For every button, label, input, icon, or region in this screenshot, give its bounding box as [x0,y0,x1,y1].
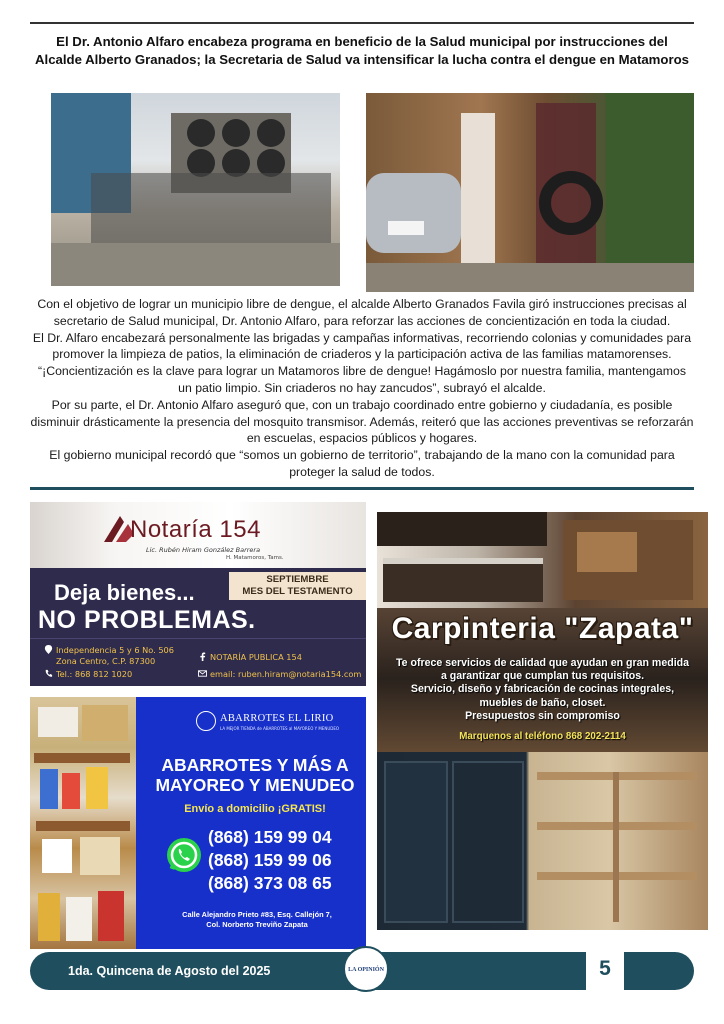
grocery-shelves-scene [30,697,136,949]
page-number: 5 [599,957,611,980]
abarrotes-address-line-1: Calle Alejandro Prieto #83, Esq. Callejón 7, [182,910,332,919]
brigade-group-photo [51,93,340,286]
article-paragraph: Por su parte, el Dr. Antonio Alfaro aseguró que, con un trabajo coordinado entre gobierno y ciudadanía, es posible disminuir drásticamente la presencia del mosquito transmisor. Además, reiteró que las acciones preventivas se reforzarán en escuelas, espacios públicos y hogares. [30,397,694,446]
notaria-email [198,669,361,680]
section-divider [30,487,694,490]
kitchen-photo [377,512,708,608]
abarrotes-el-lirio-ad [30,697,366,949]
notaria-september-badge [229,572,366,600]
location-pin-icon [44,645,53,654]
notaria-154-ad [30,502,366,686]
notaria-facebook-text: NOTARÍA PUBLICA 154 [210,652,302,662]
lily-flower-icon [196,711,216,731]
notaria-badge-text: MES DEL TESTAMENTO [242,586,353,597]
notaria-email-text: email: ruben.hiram@notaria154.com [210,669,362,679]
carpinteria-desc-line-2: a garantizar que cumplan tus requisitos. [440,670,645,683]
kitchen-scene [377,512,708,608]
abarrotes-address-line-2: Col. Norberto Treviño Zapata [206,920,308,929]
brigade-photo-scene [51,93,340,286]
article-paragraph: “¡Concientización es la clave para lograr un Matamoros libre de dengue! Hagámoslo por nuestra familia, mantengamos un patio limpio. Sin criaderos no hay zancudos”, subrayó el alcalde. [38,364,686,395]
notaria-badge-month: SEPTIEMBRE [266,574,329,585]
abarrotes-delivery: Envío a domicilio ¡GRATIS! [184,803,326,815]
notaria-phone-text: Tel.: 868 812 1020 [56,669,133,679]
article-paragraph: El gobierno municipal recordó que “somos un gobierno de territorio”, trabajando de la mano con la comunidad para proteger la salud de todos. [49,448,675,479]
carpinteria-desc-line-4: muebles de baño, closet. [479,696,606,709]
notaria-headline-1: Deja bienes... [54,580,195,605]
abarrotes-phone-2: (868) 159 99 06 [208,850,332,870]
abarrotes-address [150,910,364,930]
la-opinion-logo-text: LA OPINIÓN [348,967,384,973]
envelope-icon [198,669,207,678]
article-headline: El Dr. Antonio Alfaro encabeza programa en beneficio de la Salud municipal por instrucciones del Alcalde Alberto Granados; la Secretaria de Salud va intensificar la lucha contra el dengue en Matamoros [35,34,689,67]
grocery-products-photo [30,697,136,949]
whatsapp-icon [164,835,204,875]
abarrotes-headline: ABARROTES Y MÁS A MAYOREO Y MENUDEO [155,755,355,795]
notaria-phone [44,669,132,680]
carpinteria-desc-line-5: Presupuestos sin compromiso [465,709,620,722]
issue-date: 1da. Quincena de Agosto del 2025 [68,964,271,978]
tire-photo-scene [366,93,694,292]
abarrotes-brand: ABARROTES EL LIRIO [220,713,334,724]
facebook-icon [198,652,207,661]
abarrotes-tagline: LA MEJOR TIENDA de ABARROTES al MAYOREO Y MENUDEO [220,726,340,731]
tire-collection-photo [366,93,694,292]
notaria-address-line-1: Independencia 5 y 6 No. 506 [56,645,174,655]
closet-photo [377,752,708,930]
abarrotes-logo [196,711,356,739]
notaria-address [44,645,174,667]
carpinteria-description [387,657,698,723]
abarrotes-phone-3: (868) 373 08 65 [208,873,332,893]
notaria-city: H. Matamoros, Tams. [226,555,284,561]
carpinteria-title: Carpinteria "Zapata" [391,612,694,645]
carpinteria-desc-line-3: Servicio, diseño y fabricación de cocinas integrales, [410,683,675,696]
closet-scene [377,752,708,930]
article-body [30,296,694,481]
notaria-title: Notaría 154 [130,516,261,543]
notaria-headline-2: NO PROBLEMAS. [38,606,256,634]
carpinteria-desc-line-1: Te ofrece servicios de calidad que ayudan en gran medida [396,657,689,669]
notaria-address-line-2: Zona Centro, C.P. 87300 [56,656,156,666]
notaria-facebook [198,652,302,663]
phone-icon [44,669,53,678]
article-paragraph: Con el objetivo de lograr un municipio libre de dengue, el alcalde Alberto Granados Favila giró instrucciones precisas al secretario de Salud municipal, Dr. Antonio Alfaro, para reforzar las acciones de concientización en toda la ciudad. [37,297,687,328]
abarrotes-phone-1: (868) 159 99 04 [208,827,332,847]
notaria-subtitle: Lic. Rubén Hiram González Barrera [146,546,261,554]
top-rule [30,22,694,24]
carpinteria-phone: Marquenos al teléfono 868 202-2114 [459,731,626,742]
carpinteria-zapata-ad [377,512,708,930]
article-paragraph: El Dr. Alfaro encabezará personalmente las brigadas y campañas informativas, recorriendo colonias y comunidades para promover la limpieza de patios, la eliminación de criaderos y la participación activa de las familias matamorenses. [32,330,692,362]
